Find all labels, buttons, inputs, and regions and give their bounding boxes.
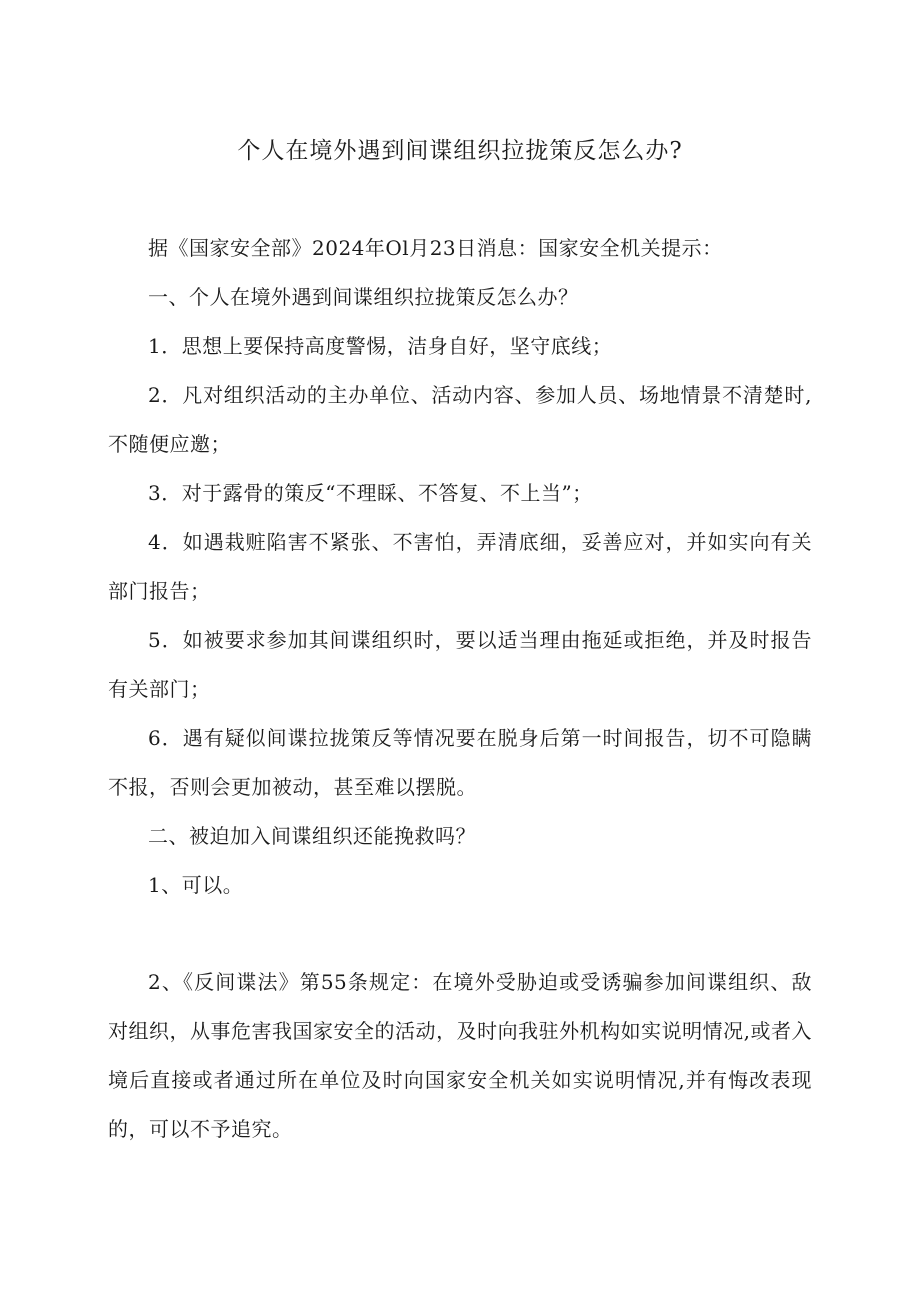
- paragraph-item-4: 4．如遇栽赃陷害不紧张、不害怕，弄清底细，妥善应对，并如实向有关部门报告；: [108, 530, 812, 603]
- paragraph-item-5: 5．如被要求参加其间谍组织时，要以适当理由拖延或拒绝，并及时报告有关部门；: [108, 628, 812, 701]
- paragraph-section-2-heading: 二、被迫加入间谍组织还能挽救吗？: [148, 824, 476, 848]
- paragraph-answer-2: 2、《反间谍法》第55条规定：在境外受胁迫或受诱骗参加间谍组织、敌对组织，从事危害我国家安全的活动，及时向我驻外机构如实说明情况,或者入境后直接或者通过所在单位及时向国家安全机关如实说明情况,并有悔改表现的，可以不予追究。: [108, 970, 812, 1141]
- paragraph-item-1: 1．思想上要保持高度警惕，洁身自好，坚守底线；: [148, 334, 613, 358]
- paragraph-answer-1: 1、可以。: [148, 873, 244, 897]
- paragraph-section-1-heading: 一、个人在境外遇到间谍组织拉拢策反怎么办？: [148, 285, 579, 309]
- paragraph-item-3: 3．对于露骨的策反“不理睬、不答复、不上当”；: [148, 481, 593, 505]
- document-body: [108, 224, 812, 1154]
- paragraph-source: 据《国家安全部》2024年Ol月23日消息：国家安全机关提示：: [148, 236, 723, 260]
- paragraph-item-2: 2．凡对组织活动的主办单位、活动内容、参加人员、场地情景不清楚时,不随便应邀；: [108, 383, 812, 456]
- document-title: 个人在境外遇到间谍组织拉拢策反怎么办?: [237, 138, 683, 164]
- paragraph-item-6: 6．遇有疑似间谍拉拢策反等情况要在脱身后第一时间报告，切不可隐瞒不报，否则会更加被动，甚至难以摆脱。: [108, 726, 812, 799]
